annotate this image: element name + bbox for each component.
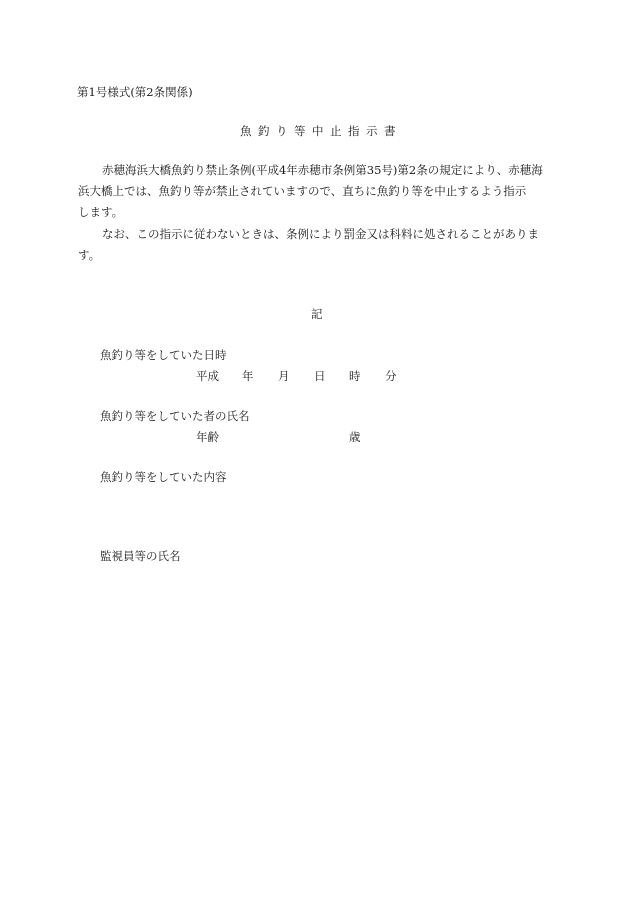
hour-label: 時 xyxy=(349,369,361,383)
datetime-label: 魚釣り等をしていた日時 xyxy=(100,348,227,362)
era-label: 平成 xyxy=(196,369,219,383)
year-label: 年 xyxy=(242,369,254,383)
month-label: 月 xyxy=(278,369,290,383)
form-number: 第1号様式(第2条関係) xyxy=(77,85,193,99)
supervisor-label: 監視員等の氏名 xyxy=(100,549,181,563)
ki-marker: 記 xyxy=(311,307,323,321)
paragraph-2-line-2: す。 xyxy=(78,248,101,262)
paragraph-1 xyxy=(78,160,560,223)
content-label: 魚釣り等をしていた内容 xyxy=(100,470,227,484)
paragraph-2-line-1: なお、この指示に従わないときは、条例により罰金又は科料に処されることがありま xyxy=(102,227,539,241)
document-title: 魚釣り等中止指示書 xyxy=(240,124,402,138)
datetime-field xyxy=(196,371,406,383)
paragraph-1-line-1: 赤穂海浜大橋魚釣り禁止条例(平成4年赤穂市条例第35号)第2条の規定により、赤穂海 xyxy=(102,163,543,177)
paragraph-2 xyxy=(78,224,560,266)
paragraph-1-line-3: します。 xyxy=(78,205,124,219)
name-label: 魚釣り等をしていた者の氏名 xyxy=(100,409,250,423)
age-label: 年齢 xyxy=(196,430,219,444)
paragraph-1-line-2: 浜大橋上では、魚釣り等が禁止されていますので、直ちに魚釣り等を中止するよう指示 xyxy=(78,184,527,198)
minute-label: 分 xyxy=(385,369,397,383)
day-label: 日 xyxy=(314,369,326,383)
age-unit: 歳 xyxy=(349,430,361,444)
